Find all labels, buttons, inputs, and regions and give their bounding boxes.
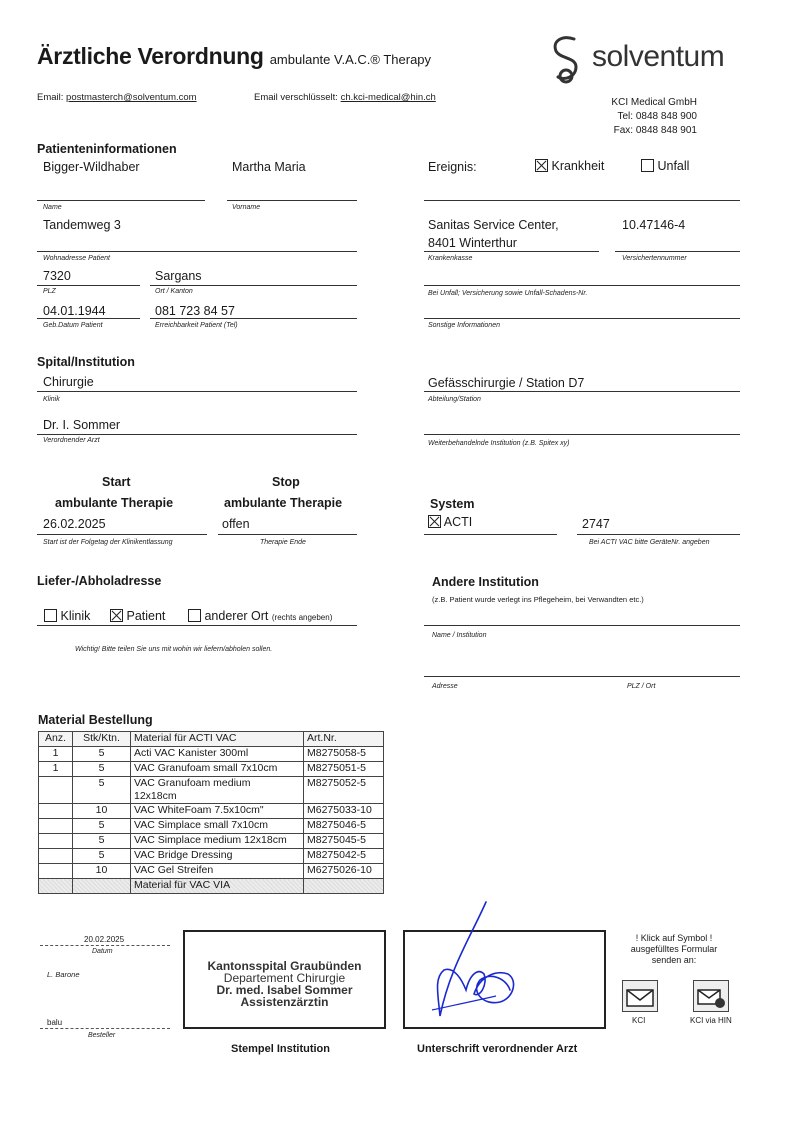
table-row[interactable] [39, 819, 384, 834]
row-anz[interactable] [39, 864, 73, 879]
row-artnr: M8275042-5 [304, 849, 384, 864]
company-name: KCI Medical GmbH [611, 97, 697, 108]
company-fax: Fax: 0848 848 901 [613, 125, 697, 136]
email-enc-link[interactable]: ch.kci-medical@hin.ch [340, 92, 436, 103]
acti-checkbox[interactable] [428, 515, 441, 528]
email-label: Email: [37, 92, 64, 103]
start-label-2: ambulante Therapie [55, 496, 174, 510]
click-note-2: ausgefülltes Formular [630, 944, 718, 954]
company-tel: Tel: 0848 848 900 [617, 111, 697, 122]
row-anz[interactable] [39, 834, 73, 849]
stamp-box [183, 930, 386, 1029]
material-header-row [39, 732, 384, 747]
other-info-caption: Sonstige Informationen [428, 322, 500, 329]
row-anz[interactable] [39, 777, 73, 804]
vac-via-label: Material für VAC VIA [131, 879, 304, 894]
system-acti-option[interactable] [428, 515, 472, 529]
table-footer-row [39, 879, 384, 894]
delivery-clinic-checkbox[interactable] [44, 609, 57, 622]
clinic-caption: Klinik [43, 396, 60, 403]
order-date[interactable]: 20.02.2025 [84, 935, 125, 944]
doctor-caption: Verordnender Arzt [43, 437, 100, 444]
row-stk: 10 [73, 864, 131, 879]
delivery-patient-label: Patient [126, 609, 166, 623]
material-section-title: Material Bestellung [38, 713, 153, 727]
krankheit-label: Krankheit [551, 159, 605, 173]
send-instructions [624, 933, 724, 966]
insurance-caption: Krankenkasse [428, 255, 473, 262]
row-stk: 10 [73, 804, 131, 819]
click-note-1: ! Klick auf Symbol ! [635, 933, 713, 943]
col-anz-header: Anz. [39, 732, 73, 747]
insurance-number-caption: Versichertennummer [622, 255, 687, 262]
stamp-line-3: Dr. med. Isabel Sommer [216, 983, 353, 997]
delivery-other-checkbox[interactable] [188, 609, 201, 622]
secure-envelope-icon [694, 981, 728, 1011]
orderer-initials[interactable]: balu [47, 1018, 63, 1027]
orderer-caption: Besteller [88, 1032, 116, 1039]
unfall-checkbox[interactable] [641, 159, 654, 172]
click-note-3: senden an: [651, 955, 697, 965]
delivery-section-title: Liefer-/Abholadresse [37, 574, 162, 588]
delivery-other-label: anderer Ort [204, 609, 269, 623]
table-row[interactable] [39, 864, 384, 879]
material-table [38, 731, 384, 894]
other-name-caption: Name / Institution [432, 632, 487, 639]
patient-name[interactable]: Bigger-Wildhaber [43, 160, 140, 174]
row-stk: 5 [73, 819, 131, 834]
form-title-main: Ärztliche Verordnung [37, 43, 264, 69]
doctor-value[interactable]: Dr. I. Sommer [43, 418, 121, 432]
send-kci-label: KCI [632, 1016, 646, 1025]
row-material: VAC WhiteFoam 7.5x10cm" [131, 804, 304, 819]
row-material: VAC Simplace medium 12x18cm [131, 834, 304, 849]
firstname-caption: Vorname [232, 204, 261, 211]
delivery-clinic-label: Klinik [60, 609, 91, 623]
row-anz[interactable]: 1 [39, 762, 73, 777]
delivery-clinic-option[interactable] [44, 609, 90, 623]
table-row[interactable] [39, 777, 384, 804]
stamp-line-2: Departement Chirurgie [223, 971, 346, 985]
row-material [131, 777, 304, 804]
name-caption: Name [43, 204, 62, 211]
send-kci-hin-button[interactable] [693, 980, 729, 1012]
row-anz[interactable] [39, 804, 73, 819]
row-stk: 5 [73, 762, 131, 777]
email-enc-label: Email verschlüsselt: [254, 92, 338, 103]
table-row[interactable] [39, 747, 384, 762]
row-material-line2: 12x18cm [134, 790, 177, 802]
stamp-line-4: Assistenzärztin [240, 995, 329, 1009]
solventum-logo-icon [548, 33, 584, 85]
row-stk: 5 [73, 849, 131, 864]
row-artnr: M8275045-5 [304, 834, 384, 849]
stop-value[interactable]: offen [222, 517, 250, 531]
row-artnr: M8275052-5 [304, 777, 384, 804]
row-anz[interactable] [39, 819, 73, 834]
patient-phone[interactable]: 081 723 84 57 [155, 304, 235, 318]
patient-plz[interactable]: 7320 [43, 269, 71, 283]
orderer-name[interactable]: L. Barone [47, 970, 80, 979]
doctor-signature-icon [410, 898, 540, 1028]
unfall-label: Unfall [657, 159, 690, 173]
other-address-caption: Adresse [432, 683, 458, 690]
row-material: Acti VAC Kanister 300ml [131, 747, 304, 762]
delivery-patient-option[interactable] [110, 609, 165, 623]
row-artnr: M8275058-5 [304, 747, 384, 762]
col-artnr-header: Art.Nr. [304, 732, 384, 747]
phone-caption: Erreichbarkeit Patient (Tel) [155, 322, 238, 329]
event-unfall-option[interactable] [641, 159, 689, 173]
row-stk: 5 [73, 777, 131, 804]
email-enc-line [254, 92, 436, 103]
email-line [37, 92, 197, 103]
system-label: System [430, 497, 475, 511]
row-artnr: M8275046-5 [304, 819, 384, 834]
col-material-header: Material für ACTI VAC [131, 732, 304, 747]
row-artnr: M6275033-10 [304, 804, 384, 819]
row-material: VAC Simplace small 7x10cm [131, 819, 304, 834]
table-row[interactable] [39, 762, 384, 777]
stop-label-1: Stop [272, 475, 300, 489]
stop-label-2: ambulante Therapie [224, 496, 343, 510]
signature-label: Unterschrift verordnender Arzt [417, 1043, 578, 1055]
insurance-number[interactable]: 10.47146-4 [622, 218, 686, 232]
table-row[interactable] [39, 849, 384, 864]
event-label: Ereignis: [428, 160, 477, 174]
device-number-caption: Bei ACTI VAC bitte GeräteNr. angeben [589, 539, 710, 546]
row-anz[interactable]: 1 [39, 747, 73, 762]
form-title [37, 43, 431, 70]
insurance-name-1[interactable]: Sanitas Service Center, [428, 218, 559, 232]
patient-dob[interactable]: 04.01.1944 [43, 304, 106, 318]
start-label-1: Start [102, 475, 131, 489]
send-kci-button[interactable] [622, 980, 658, 1012]
delivery-other-option[interactable] [188, 609, 332, 623]
other-institution-hint: (z.B. Patient wurde verlegt ins Pflegeheim, bei Verwandten etc.) [432, 595, 644, 604]
envelope-icon [623, 981, 657, 1011]
address-caption: Wohnadresse Patient [43, 255, 110, 262]
other-institution-title: Andere Institution [432, 575, 539, 589]
followup-institution-caption: Weiterbehandelnde Institution (z.B. Spitex xy) [428, 440, 570, 447]
acti-label: ACTI [443, 515, 473, 529]
accident-caption: Bei Unfall; Versicherung sowie Unfall-Schadens-Nr. [428, 290, 588, 297]
delivery-other-hint: (rechts angeben) [271, 613, 333, 622]
ort-caption: Ort / Kanton [155, 288, 193, 295]
row-stk: 5 [73, 834, 131, 849]
insurance-name-2[interactable]: 8401 Winterthur [428, 236, 517, 250]
send-kci-hin-label: KCI via HIN [690, 1016, 732, 1025]
table-row[interactable] [39, 834, 384, 849]
patient-section-title: Patienteninformationen [37, 142, 177, 156]
clinic-value[interactable]: Chirurgie [43, 375, 94, 389]
other-plz-caption: PLZ / Ort [627, 683, 656, 690]
start-caption: Start ist der Folgetag der Klinikentlassung [43, 539, 173, 546]
hospital-section-title: Spital/Institution [37, 355, 135, 369]
patient-ort[interactable]: Sargans [155, 269, 202, 283]
form-subtitle: ambulante V.A.C.® Therapy [269, 52, 432, 67]
row-material-line1: VAC Granufoam medium [134, 777, 251, 789]
table-row[interactable] [39, 804, 384, 819]
email-link[interactable]: postmasterch@solventum.com [66, 92, 197, 103]
event-krankheit-option[interactable] [535, 159, 604, 173]
department-caption: Abteilung/Station [428, 396, 481, 403]
row-artnr: M6275026-10 [304, 864, 384, 879]
row-material: VAC Granufoam small 7x10cm [131, 762, 304, 777]
col-stk-header: Stk/Ktn. [73, 732, 131, 747]
dob-caption: Geb.Datum Patient [43, 322, 103, 329]
row-anz[interactable] [39, 849, 73, 864]
date-caption: Datum [92, 948, 113, 955]
krankheit-checkbox[interactable] [535, 159, 548, 172]
patient-address[interactable]: Tandemweg 3 [43, 218, 121, 232]
plz-caption: PLZ [43, 288, 56, 295]
patient-firstname[interactable]: Martha Maria [232, 160, 306, 174]
row-material: VAC Bridge Dressing [131, 849, 304, 864]
stamp-label: Stempel Institution [231, 1043, 330, 1055]
brand-name: solventum [592, 40, 725, 73]
stop-caption: Therapie Ende [260, 539, 306, 546]
institution-stamp [185, 960, 384, 1008]
row-artnr: M8275051-5 [304, 762, 384, 777]
department-value[interactable]: Gefässchirurgie / Station D7 [428, 376, 585, 390]
row-stk: 5 [73, 747, 131, 762]
delivery-patient-checkbox[interactable] [110, 609, 123, 622]
stamp-line-1: Kantonsspital Graubünden [207, 959, 362, 973]
device-number[interactable]: 2747 [582, 517, 610, 531]
row-material: VAC Gel Streifen [131, 864, 304, 879]
start-date[interactable]: 26.02.2025 [43, 517, 106, 531]
company-contact [611, 96, 697, 138]
delivery-important-note: Wichtig! Bitte teilen Sie uns mit wohin wir liefern/abholen sollen. [75, 646, 273, 653]
